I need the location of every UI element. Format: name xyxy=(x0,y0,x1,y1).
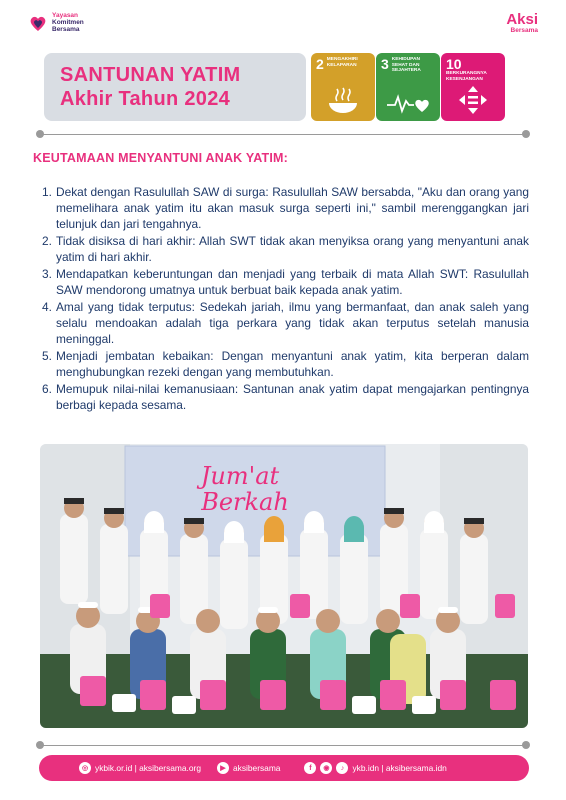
top-divider xyxy=(40,134,526,135)
ykb-logo xyxy=(28,12,102,33)
sdg-badge-3 xyxy=(376,53,440,121)
footer-youtube xyxy=(217,762,280,774)
sdg-label: BERKURANGNYA KESENJANGAN xyxy=(446,71,487,82)
reduced-inequality-icon xyxy=(458,85,488,115)
list-number: 2. xyxy=(42,234,52,248)
list-item xyxy=(42,299,529,347)
sdg-label: MENGAKHIRI KELAPARAN xyxy=(326,57,358,68)
divider-dot-left xyxy=(36,130,44,138)
list-text: Memupuk nilai-nilai kemanusiaan: Santunan anak yatim dapat mengajarkan pentingnya berbagi kepada sesama. xyxy=(56,382,529,412)
divider-dot-right xyxy=(522,741,530,749)
list-item xyxy=(42,348,529,380)
list-text: Mendapatkan keberuntungan dan menjadi yang terbaik di mata Allah SWT: Rasulullah SAW mendorong umatnya untuk berbuat baik kepada anak yatim. xyxy=(56,267,529,297)
food-bowl-icon xyxy=(326,87,360,115)
ykb-logo-line2: Komitmen xyxy=(52,19,84,26)
list-number: 4. xyxy=(42,300,52,314)
ykb-logo-mark-icon xyxy=(28,13,48,33)
page-title: SANTUNAN YATIM xyxy=(60,64,241,86)
facebook-icon: f xyxy=(304,762,316,774)
sdg-number: 10 xyxy=(446,56,462,72)
heartbeat-icon xyxy=(385,91,431,115)
footer-web xyxy=(79,762,201,774)
sdg-badge-2 xyxy=(311,53,375,121)
list-text: Tidak disiksa di hari akhir: Allah SWT tidak akan menyiksa orang yang menyantuni anak yatim di hari akhir. xyxy=(56,234,529,264)
group-photo xyxy=(40,444,528,728)
globe-icon: ◎ xyxy=(79,762,91,774)
footer-web-text[interactable]: ykbik.or.id | aksibersama.org xyxy=(95,763,201,773)
list-item xyxy=(42,266,529,298)
sdg-badge-10 xyxy=(441,53,505,121)
benefits-list xyxy=(42,184,529,414)
divider-dot-right xyxy=(522,130,530,138)
list-number: 6. xyxy=(42,382,52,396)
tiktok-icon: ♪ xyxy=(336,762,348,774)
aksi-bersama-logo xyxy=(506,12,538,35)
list-text: Dekat dengan Rasulullah SAW di surga: Rasulullah SAW bersabda, "Aku dan orang yang memelihara anak yatim itu akan masuk surga seperti ini," sambil merenggangkan jari telunjuk dan jari tengahnya. xyxy=(56,185,529,231)
instagram-icon: ◉ xyxy=(320,762,332,774)
list-item xyxy=(42,184,529,232)
list-number: 3. xyxy=(42,267,52,281)
footer-youtube-text[interactable]: aksibersama xyxy=(232,763,281,773)
page-subtitle: Akhir Tahun 2024 xyxy=(60,88,231,110)
sdg-number: 2 xyxy=(316,56,324,72)
aksi-logo-line2: Bersama xyxy=(510,27,538,34)
list-item xyxy=(42,233,529,265)
sdg-number: 3 xyxy=(381,56,389,72)
list-text: Amal yang tidak terputus: Sedekah jariah, ilmu yang bermanfaat, dan anak saleh yang selalu mendoakan adalah tiga perkara yang tidak akan terputus setelah manusia meninggal. xyxy=(56,300,529,346)
list-item xyxy=(42,381,529,413)
youtube-icon: ▶ xyxy=(217,762,229,774)
aksi-logo-line1: Aksi xyxy=(506,11,538,28)
divider-dot-left xyxy=(36,741,44,749)
sdg-label: KEHIDUPAN SEHAT DAN SEJAHTERA xyxy=(391,57,421,73)
footer-social xyxy=(304,762,446,774)
ykb-logo-line3: Bersama xyxy=(52,26,80,33)
group-photo-illustration xyxy=(40,444,528,728)
ykb-logo-line1: Yayasan xyxy=(52,12,79,19)
banner-title-2: Berkah xyxy=(201,488,289,516)
list-number: 1. xyxy=(42,185,52,199)
bottom-divider xyxy=(40,745,526,746)
footer-social-text[interactable]: ykb.idn | aksibersama.idn xyxy=(352,763,447,773)
section-heading: KEUTAMAAN MENYANTUNI ANAK YATIM: xyxy=(33,151,289,165)
title-box xyxy=(44,53,306,121)
banner-title-1: Jum'at xyxy=(200,462,280,490)
list-number: 5. xyxy=(42,349,52,363)
list-text: Menjadi jembatan kebaikan: Dengan menyantuni anak yatim, kita berperan dalam menghubungkan rezeki dengan yang membutuhkan. xyxy=(56,349,529,379)
footer-bar xyxy=(39,755,529,781)
